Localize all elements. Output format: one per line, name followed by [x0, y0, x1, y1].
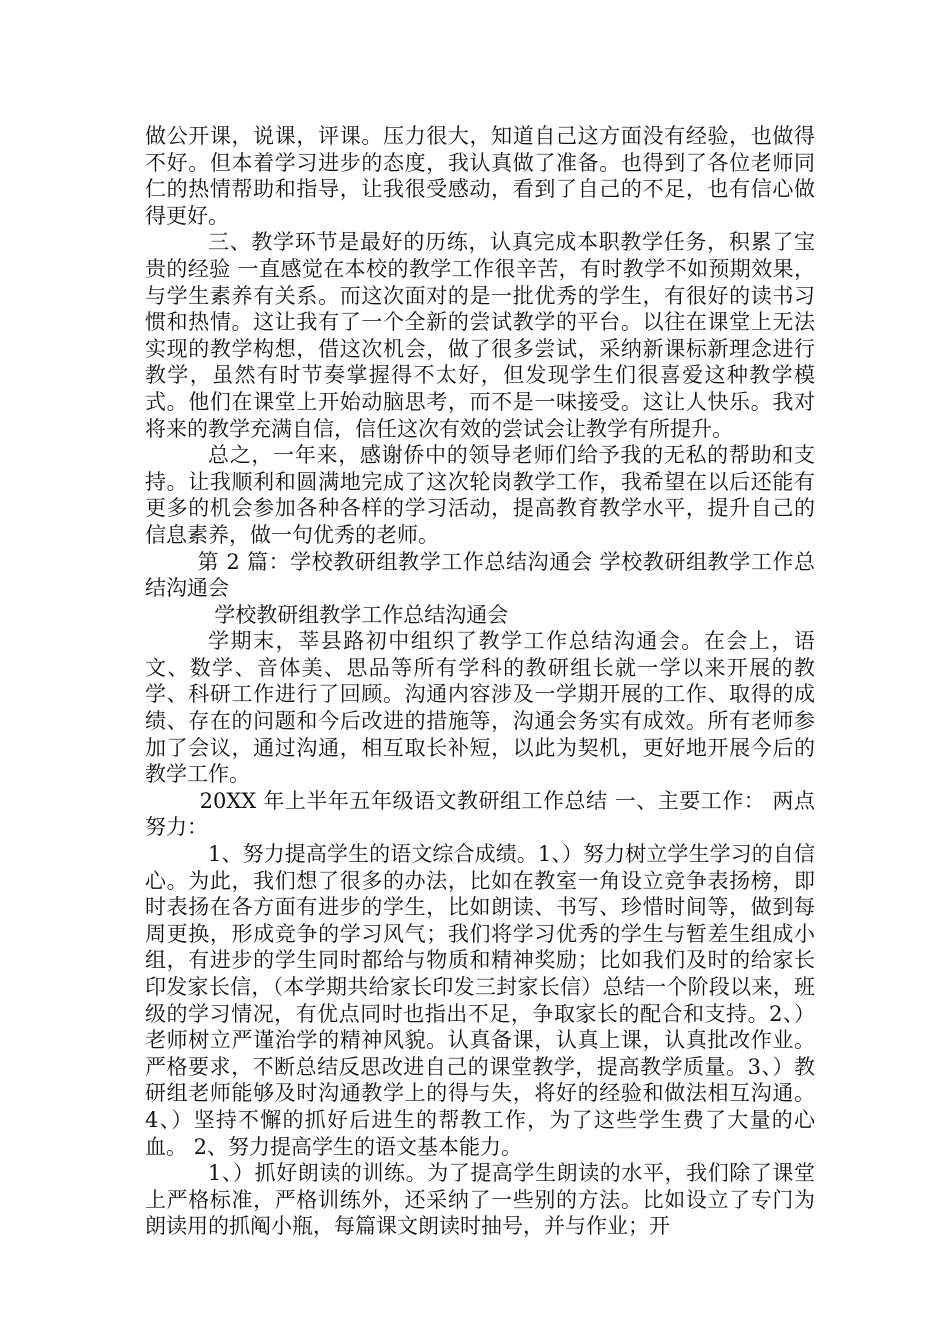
paragraph-section-three: 三、教学环节是最好的历练，认真完成本职教学任务，积累了宝贵的经验 一直感觉在本校的教学工作很辛苦，有时教学不如预期效果，与学生素养有关系。而这次面对的是一批优秀的学生，有很好的读书习惯和热情。这让我有了一个全新的尝试教学的平台。以往在课堂上无法实现的教学构想，借这次机会，做了很多尝试，采纳新课标新理念进行教学，虽然有时节奏掌握得不太好，但发现学生们很喜爱这种教学模式。他们在课堂上开始动脑思考，而不是一味接受。这让人快乐。我对将来的教学充满自信，信任这次有效的尝试会让教学有所提升。 [145, 230, 815, 441]
paragraph-continued: 做公开课，说课，评课。压力很大，知道自己这方面没有经验，也做得不好。但本着学习进步的态度，我认真做了准备。也得到了各位老师同仁的热情帮助和指导，让我很受感动，看到了自己的不足，也有信心做得更好。 [145, 124, 815, 228]
article-2-title: 学校教研组教学工作总结沟通会 [214, 602, 509, 627]
paragraph-reading-training: 1、）抓好朗读的训练。为了提高学生朗读的水平，我们除了课堂上严格标准，严格训练外，还采纳了一些别的方法。比如设立了专门为朗读用的抓阄小瓶，每篇课文朗读时抽号，并与作业；开 [145, 1161, 815, 1239]
paragraph-conclusion: 总之，一年来，感谢侨中的领导老师们给予我的无私的帮助和支持。让我顺利和圆满地完成了这次轮岗教学工作，我希望在以后还能有更多的机会参加各种各样的学习活动，提高教育教学水平，提升自己的信息素养，做一句优秀的老师。 [145, 443, 815, 547]
paragraph-work-one: 1、努力提高学生的语文综合成绩。1、）努力树立学生学习的自信心。为此，我们想了很多的办法，比如在教室一角设立竞争表扬榜，即时表扬在各方面有进步的学生，比如朗读、书写、珍惜时间等，做到每周更换，形成竞争的学习风气；我们将学习优秀的学生与暂差生组成小组，有进步的学生同时都给与物质和精神奖励；比如我们及时的给家长印发家长信，（本学期共给家长印发三封家长信）总结一个阶段以来，班级的学习情况，有优点同时也指出不足，争取家长的配合和支持。2、）老师树立严谨治学的精神风貌。认真备课，认真上课，认真批改作业。严格要求，不断总结反思改进自己的课堂教学，提高教学质量。3、）教研组老师能够及时沟通教学上的得与失，将好的经验和做法相互沟通。4、）坚持不懈的抓好后进生的帮教工作，为了这些学生费了大量的心血。 2、努力提高学生的语文基本能力。 [145, 842, 815, 1159]
document-body [145, 123, 815, 1240]
article-2-heading: 第 2 篇：学校教研组教学工作总结沟通会 学校教研组教学工作总结沟通会 [145, 549, 815, 601]
paragraph-meeting: 学期末，莘县路初中组织了教学工作总结沟通会。在会上，语文、数学、音体美、思品等所有学科的教研组长就一学以来开展的教学、科研工作进行了回顾。沟通内容涉及一学期开展的工作、取得的成绩、存在的问题和今后改进的措施等，沟通会务实有成效。所有老师参加了会议，通过沟通，相互取长补短，以此为契机，更好地开展今后的教学工作。 [145, 629, 815, 787]
report-heading: 20XX 年上半年五年级语文教研组工作总结 一、主要工作： 两点努力： [145, 788, 815, 840]
